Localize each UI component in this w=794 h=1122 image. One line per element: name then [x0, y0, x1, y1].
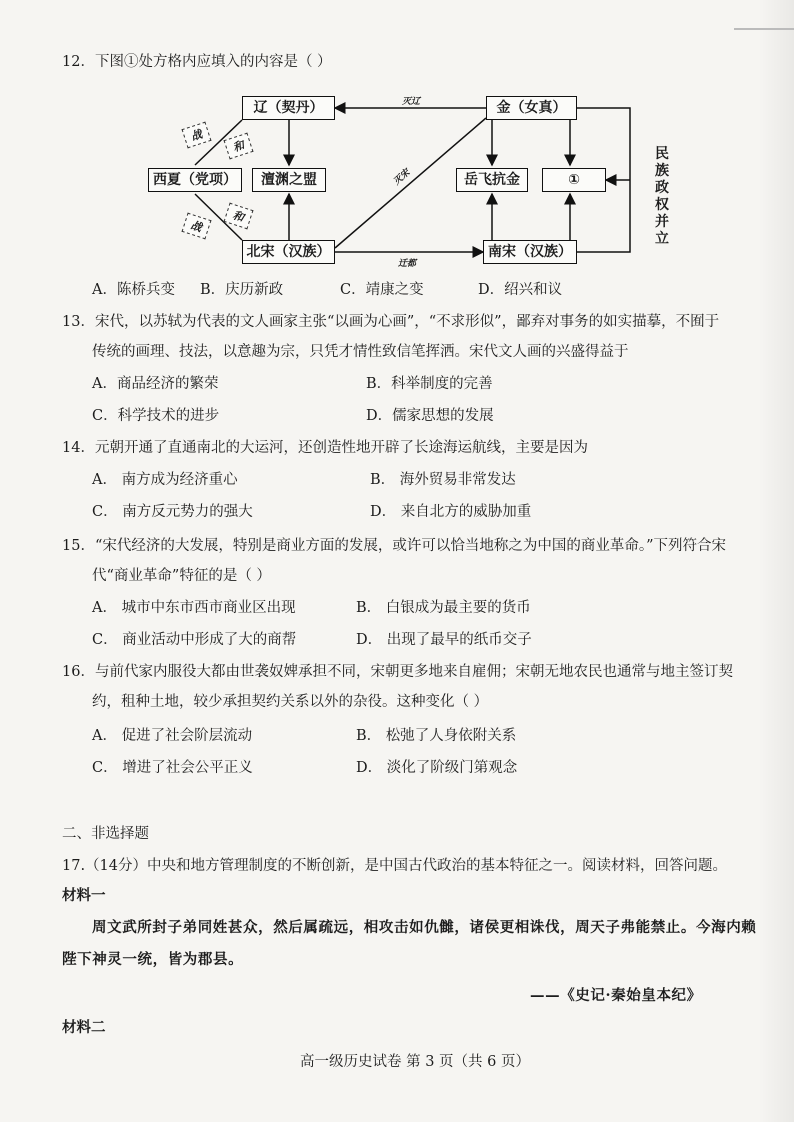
- war-stamp-1: 战: [182, 122, 212, 149]
- q12-option-a: A．陈桥兵变: [92, 282, 175, 298]
- q12-option-c: C．靖康之变: [340, 282, 424, 298]
- q15-option-a: A． 城市中东市西市商业区出现: [92, 600, 296, 616]
- war-stamp-3: 战: [182, 213, 212, 240]
- q16-option-a: A． 促进了社会阶层流动: [92, 728, 253, 744]
- question-16-stem-line1: 16．与前代家内服役大都由世袭奴婢承担不同，宋朝更多地来自雇佣；宋朝无地农民也通常与地主签订契: [62, 664, 733, 680]
- box-blank-1: ①: [542, 168, 606, 192]
- question-15-stem-line1: 15．“宋代经济的大发展，特别是商业方面的发展，或许可以恰当地称之为中国的商业革命。”下列符合宋: [62, 538, 727, 554]
- box-xixia: 西夏（党项）: [148, 168, 242, 192]
- scan-edge-shadow: [758, 0, 794, 1122]
- q15-option-b: B． 白银成为最主要的货币: [356, 600, 531, 616]
- label-regime-coexistence: 民族政权并立: [655, 146, 669, 247]
- q12-option-d: D．绍兴和议: [478, 282, 563, 298]
- label-qian-du: 迁都: [398, 259, 417, 269]
- q14-option-b: B． 海外贸易非常发达: [370, 472, 516, 488]
- material-one-text-line1: 周文武所封子弟同姓甚众，然后属疏远，相攻击如仇雠，诸侯更相诛伐，周天子弗能禁止。今海内赖: [92, 919, 757, 936]
- question-14-stem: 14．元朝开通了直通南北的大运河，还创造性地开辟了长途海运航线，主要是因为: [62, 440, 588, 456]
- material-one-text-line2: 陛下神灵一统，皆为郡县。: [62, 951, 244, 968]
- question-15-stem-line2: 代“商业革命”特征的是（ ）: [92, 568, 271, 584]
- dynasty-relationship-diagram: [140, 88, 680, 272]
- q13-option-d: D．儒家思想的发展: [366, 408, 494, 424]
- q13-option-a: A．商品经济的繁荣: [92, 376, 219, 392]
- question-16-stem-line2: 约，租种土地，较少承担契约关系以外的杂役。这种变化（ ）: [92, 694, 489, 710]
- q16-option-c: C． 增进了社会公平正义: [92, 760, 253, 776]
- q12-option-b: B．庆历新政: [200, 282, 284, 298]
- box-jin: 金（女真）: [486, 96, 577, 120]
- section-title-non-choice: 二、非选择题: [62, 826, 149, 842]
- question-13-stem-line2: 传统的画理、技法，以意趣为宗，只凭才情性致信笔挥洒。宋代文人画的兴盛得益于: [92, 344, 629, 360]
- box-liao: 辽（契丹）: [242, 96, 335, 120]
- scan-edge-mark: [734, 28, 794, 30]
- material-one-label: 材料一: [62, 887, 106, 904]
- box-nansong: 南宋（汉族）: [483, 240, 577, 264]
- box-chanyuan: 澶渊之盟: [252, 168, 326, 192]
- question-13-stem-line1: 13．宋代，以苏轼为代表的文人画家主张“以画为心画”，“不求形似”，鄙弃对事务的如实描摹，不囿于: [62, 314, 720, 330]
- q15-option-d: D． 出现了最早的纸币交子: [356, 632, 532, 648]
- war-stamp-4: 和: [224, 203, 254, 230]
- question-17-stem: 17.（14分）中央和地方管理制度的不断创新，是中国古代政治的基本特征之一。阅读材料，回答问题。: [62, 858, 728, 874]
- war-stamp-2: 和: [224, 133, 254, 160]
- q16-option-d: D． 淡化了阶级门第观念: [356, 760, 518, 776]
- box-beisong: 北宋（汉族）: [242, 240, 335, 264]
- q14-option-c: C． 南方反元势力的强大: [92, 504, 253, 520]
- q16-option-b: B． 松弛了人身依附关系: [356, 728, 517, 744]
- page-footer: 高一级历史试卷 第 3 页（共 6 页）: [300, 1054, 530, 1070]
- q13-option-b: B．科举制度的完善: [366, 376, 493, 392]
- label-mie-song: 灭宋: [391, 167, 413, 188]
- question-12-stem: 12．下图①处方格内应填入的内容是（ ）: [62, 54, 332, 70]
- label-mie-liao: 灭辽: [402, 97, 421, 107]
- material-one-source: ——《史记·秦始皇本纪》: [530, 987, 702, 1004]
- box-yuefei: 岳飞抗金: [456, 168, 528, 192]
- q15-option-c: C． 商业活动中形成了大的商帮: [92, 632, 297, 648]
- q13-option-c: C．科学技术的进步: [92, 408, 220, 424]
- material-two-label: 材料二: [62, 1019, 106, 1036]
- q14-option-a: A． 南方成为经济重心: [92, 472, 238, 488]
- q14-option-d: D． 来自北方的威胁加重: [370, 504, 532, 520]
